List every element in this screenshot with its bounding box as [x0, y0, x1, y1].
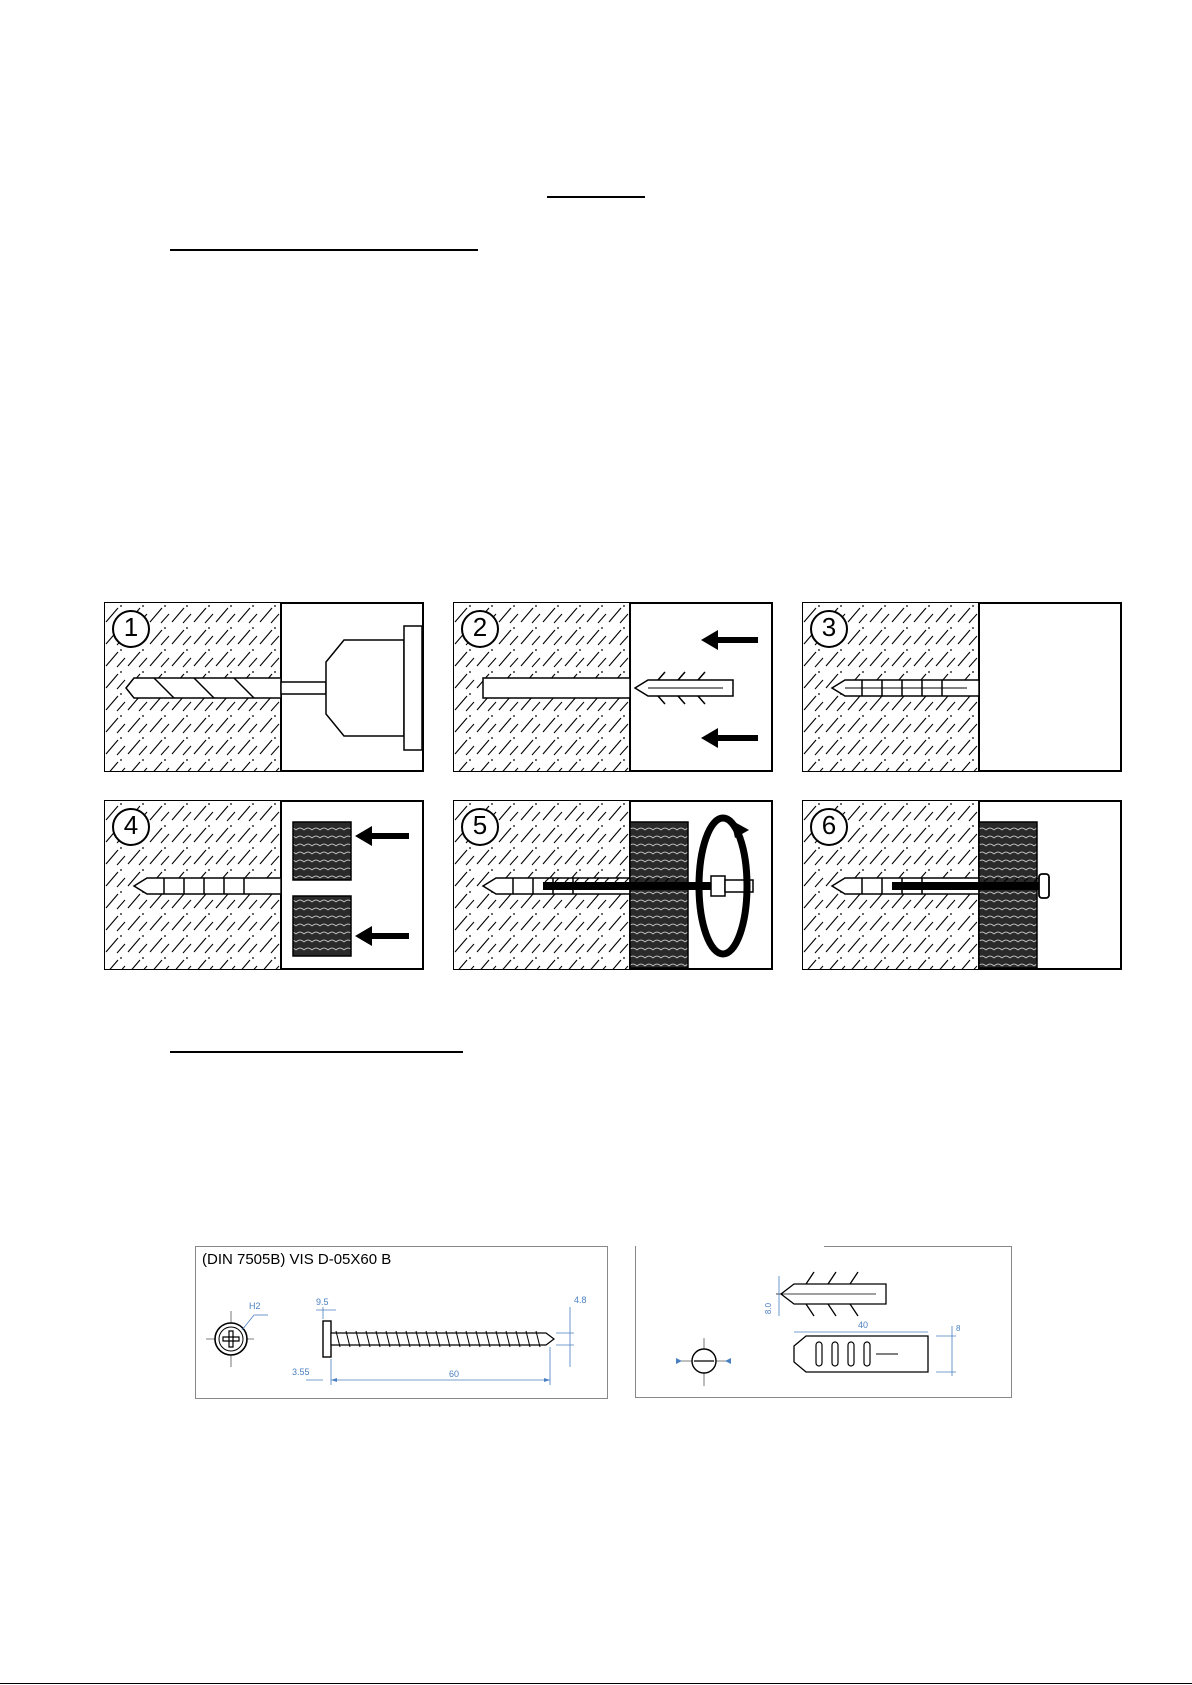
step-number: 2: [472, 612, 488, 642]
dim-thread-diameter-label: 4.8: [574, 1295, 587, 1305]
step-6-panel: [802, 800, 1122, 970]
step-number: 4: [123, 810, 139, 840]
plug-dim-length-label: 40: [858, 1320, 869, 1330]
step-5-panel: [453, 800, 773, 970]
step-number: 5: [472, 810, 488, 840]
step-number: 3: [821, 612, 837, 642]
step-3-panel: [802, 602, 1122, 772]
plug-drawing: [635, 1246, 1012, 1398]
step-number: 6: [821, 810, 837, 840]
section-1-heading-rule: [170, 249, 478, 251]
section-2-heading-rule: [170, 1051, 463, 1053]
mounting-steps-figure: [104, 602, 1134, 974]
screw-drawing: [195, 1246, 608, 1399]
dim-drive-label: H2: [249, 1301, 261, 1311]
document-title-rule: [547, 196, 645, 198]
plug-dim-outer-label: 8: [956, 1324, 961, 1333]
dim-length-label: 60: [449, 1369, 460, 1379]
step-2-panel: [453, 602, 773, 772]
plug-dim-diameter-label: 8.0: [764, 1302, 774, 1315]
dim-head-diameter-label: 9.5: [316, 1297, 329, 1307]
step-4-panel: [104, 800, 424, 970]
screw-caption: (DIN 7505B) VIS D-05X60 B: [202, 1251, 392, 1268]
step-1-panel: [104, 602, 424, 772]
step-number: 1: [123, 612, 139, 642]
page-bottom-border: [0, 1683, 1192, 1684]
dim-head-height-label: 3.55: [292, 1367, 310, 1377]
